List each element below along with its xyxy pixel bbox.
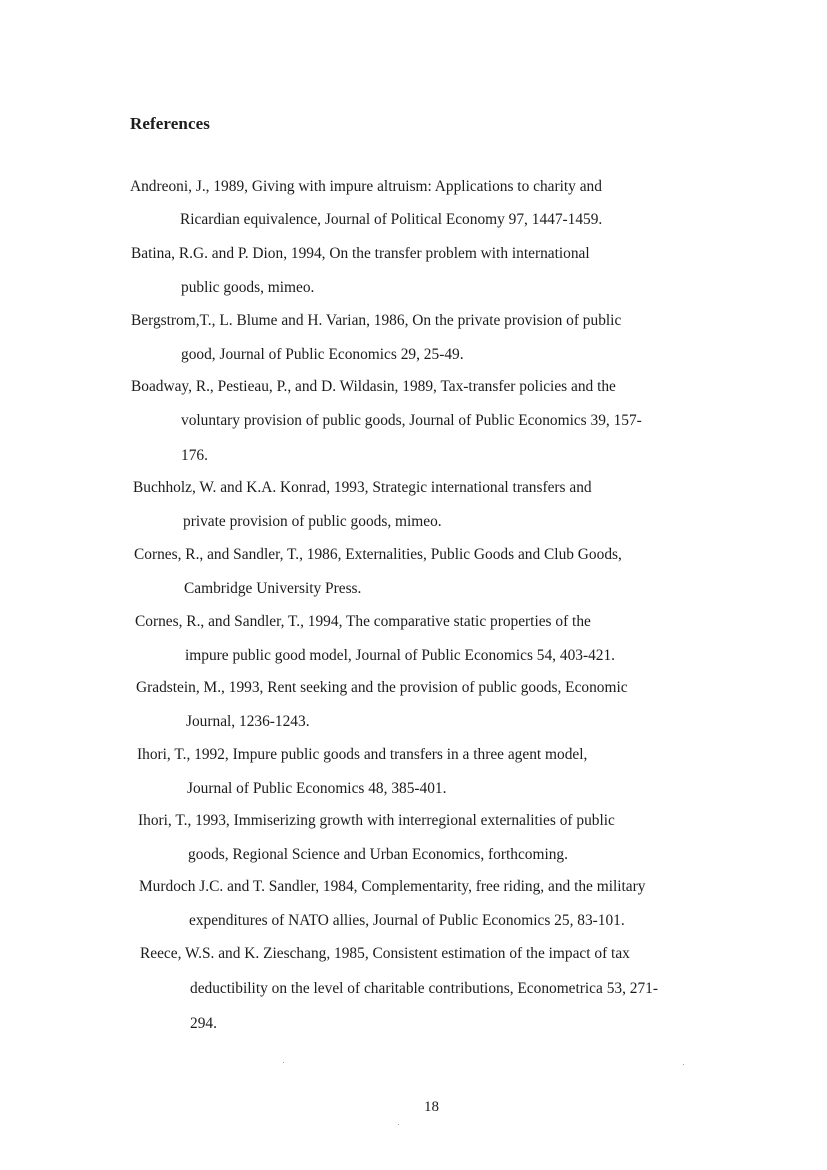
reference-line: Bergstrom,T., L. Blume and H. Varian, 1986, On the private provision of public xyxy=(131,312,622,329)
reference-line: Cornes, R., and Sandler, T., 1986, Externalities, Public Goods and Club Goods, xyxy=(134,546,622,563)
reference-line: good, Journal of Public Economics 29, 25-49. xyxy=(181,346,464,363)
reference-entry xyxy=(133,478,733,532)
reference-line: Reece, W.S. and K. Zieschang, 1985, Consistent estimation of the impact of tax xyxy=(140,945,630,962)
reference-entry xyxy=(130,177,730,230)
reference-entry xyxy=(131,377,731,466)
reference-entry xyxy=(138,811,738,865)
reference-entry xyxy=(135,612,735,666)
reference-line: Boadway, R., Pestieau, P., and D. Wildasin, 1989, Tax-transfer policies and the xyxy=(131,378,616,395)
reference-line: deductibility on the level of charitable contributions, Econometrica 53, 271- xyxy=(190,980,658,997)
reference-line: Ricardian equivalence, Journal of Political Economy 97, 1447-1459. xyxy=(180,211,603,228)
reference-entry xyxy=(131,311,731,365)
reference-line: impure public good model, Journal of Public Economics 54, 403-421. xyxy=(185,647,616,664)
reference-entry xyxy=(134,545,734,599)
reference-entry xyxy=(137,745,737,799)
scan-speck xyxy=(283,1062,284,1063)
reference-line: Cambridge University Press. xyxy=(184,580,362,597)
reference-line: Gradstein, M., 1993, Rent seeking and the provision of public goods, Economic xyxy=(136,679,628,696)
scan-speck xyxy=(398,1124,399,1125)
reference-entry xyxy=(136,678,736,732)
page-number: 18 xyxy=(424,1099,439,1115)
reference-line: Cornes, R., and Sandler, T., 1994, The comparative static properties of the xyxy=(135,613,591,630)
reference-line: private provision of public goods, mimeo. xyxy=(183,513,442,530)
reference-line: goods, Regional Science and Urban Economics, forthcoming. xyxy=(188,846,568,863)
reference-line: public goods, mimeo. xyxy=(181,279,315,296)
reference-line: Journal, 1236-1243. xyxy=(186,713,310,730)
reference-line: Journal of Public Economics 48, 385-401. xyxy=(187,780,447,797)
reference-entry xyxy=(139,877,739,931)
reference-line: Murdoch J.C. and T. Sandler, 1984, Complementarity, free riding, and the military xyxy=(139,878,646,895)
reference-entry xyxy=(131,244,731,298)
reference-line: 294. xyxy=(190,1015,217,1032)
scan-speck xyxy=(683,1064,684,1065)
reference-line: Andreoni, J., 1989, Giving with impure altruism: Applications to charity and xyxy=(130,178,602,195)
reference-line: Batina, R.G. and P. Dion, 1994, On the transfer problem with international xyxy=(131,245,590,262)
reference-line: Ihori, T., 1993, Immiserizing growth with interregional externalities of public xyxy=(138,812,615,829)
reference-line: expenditures of NATO allies, Journal of Public Economics 25, 83-101. xyxy=(189,912,625,929)
references-heading: References xyxy=(130,114,210,133)
reference-entry xyxy=(140,944,740,1034)
reference-line: voluntary provision of public goods, Journal of Public Economics 39, 157- xyxy=(181,412,642,429)
reference-line: Buchholz, W. and K.A. Konrad, 1993, Strategic international transfers and xyxy=(133,479,592,496)
reference-line: 176. xyxy=(181,447,208,464)
reference-line: Ihori, T., 1992, Impure public goods and transfers in a three agent model, xyxy=(137,746,588,763)
